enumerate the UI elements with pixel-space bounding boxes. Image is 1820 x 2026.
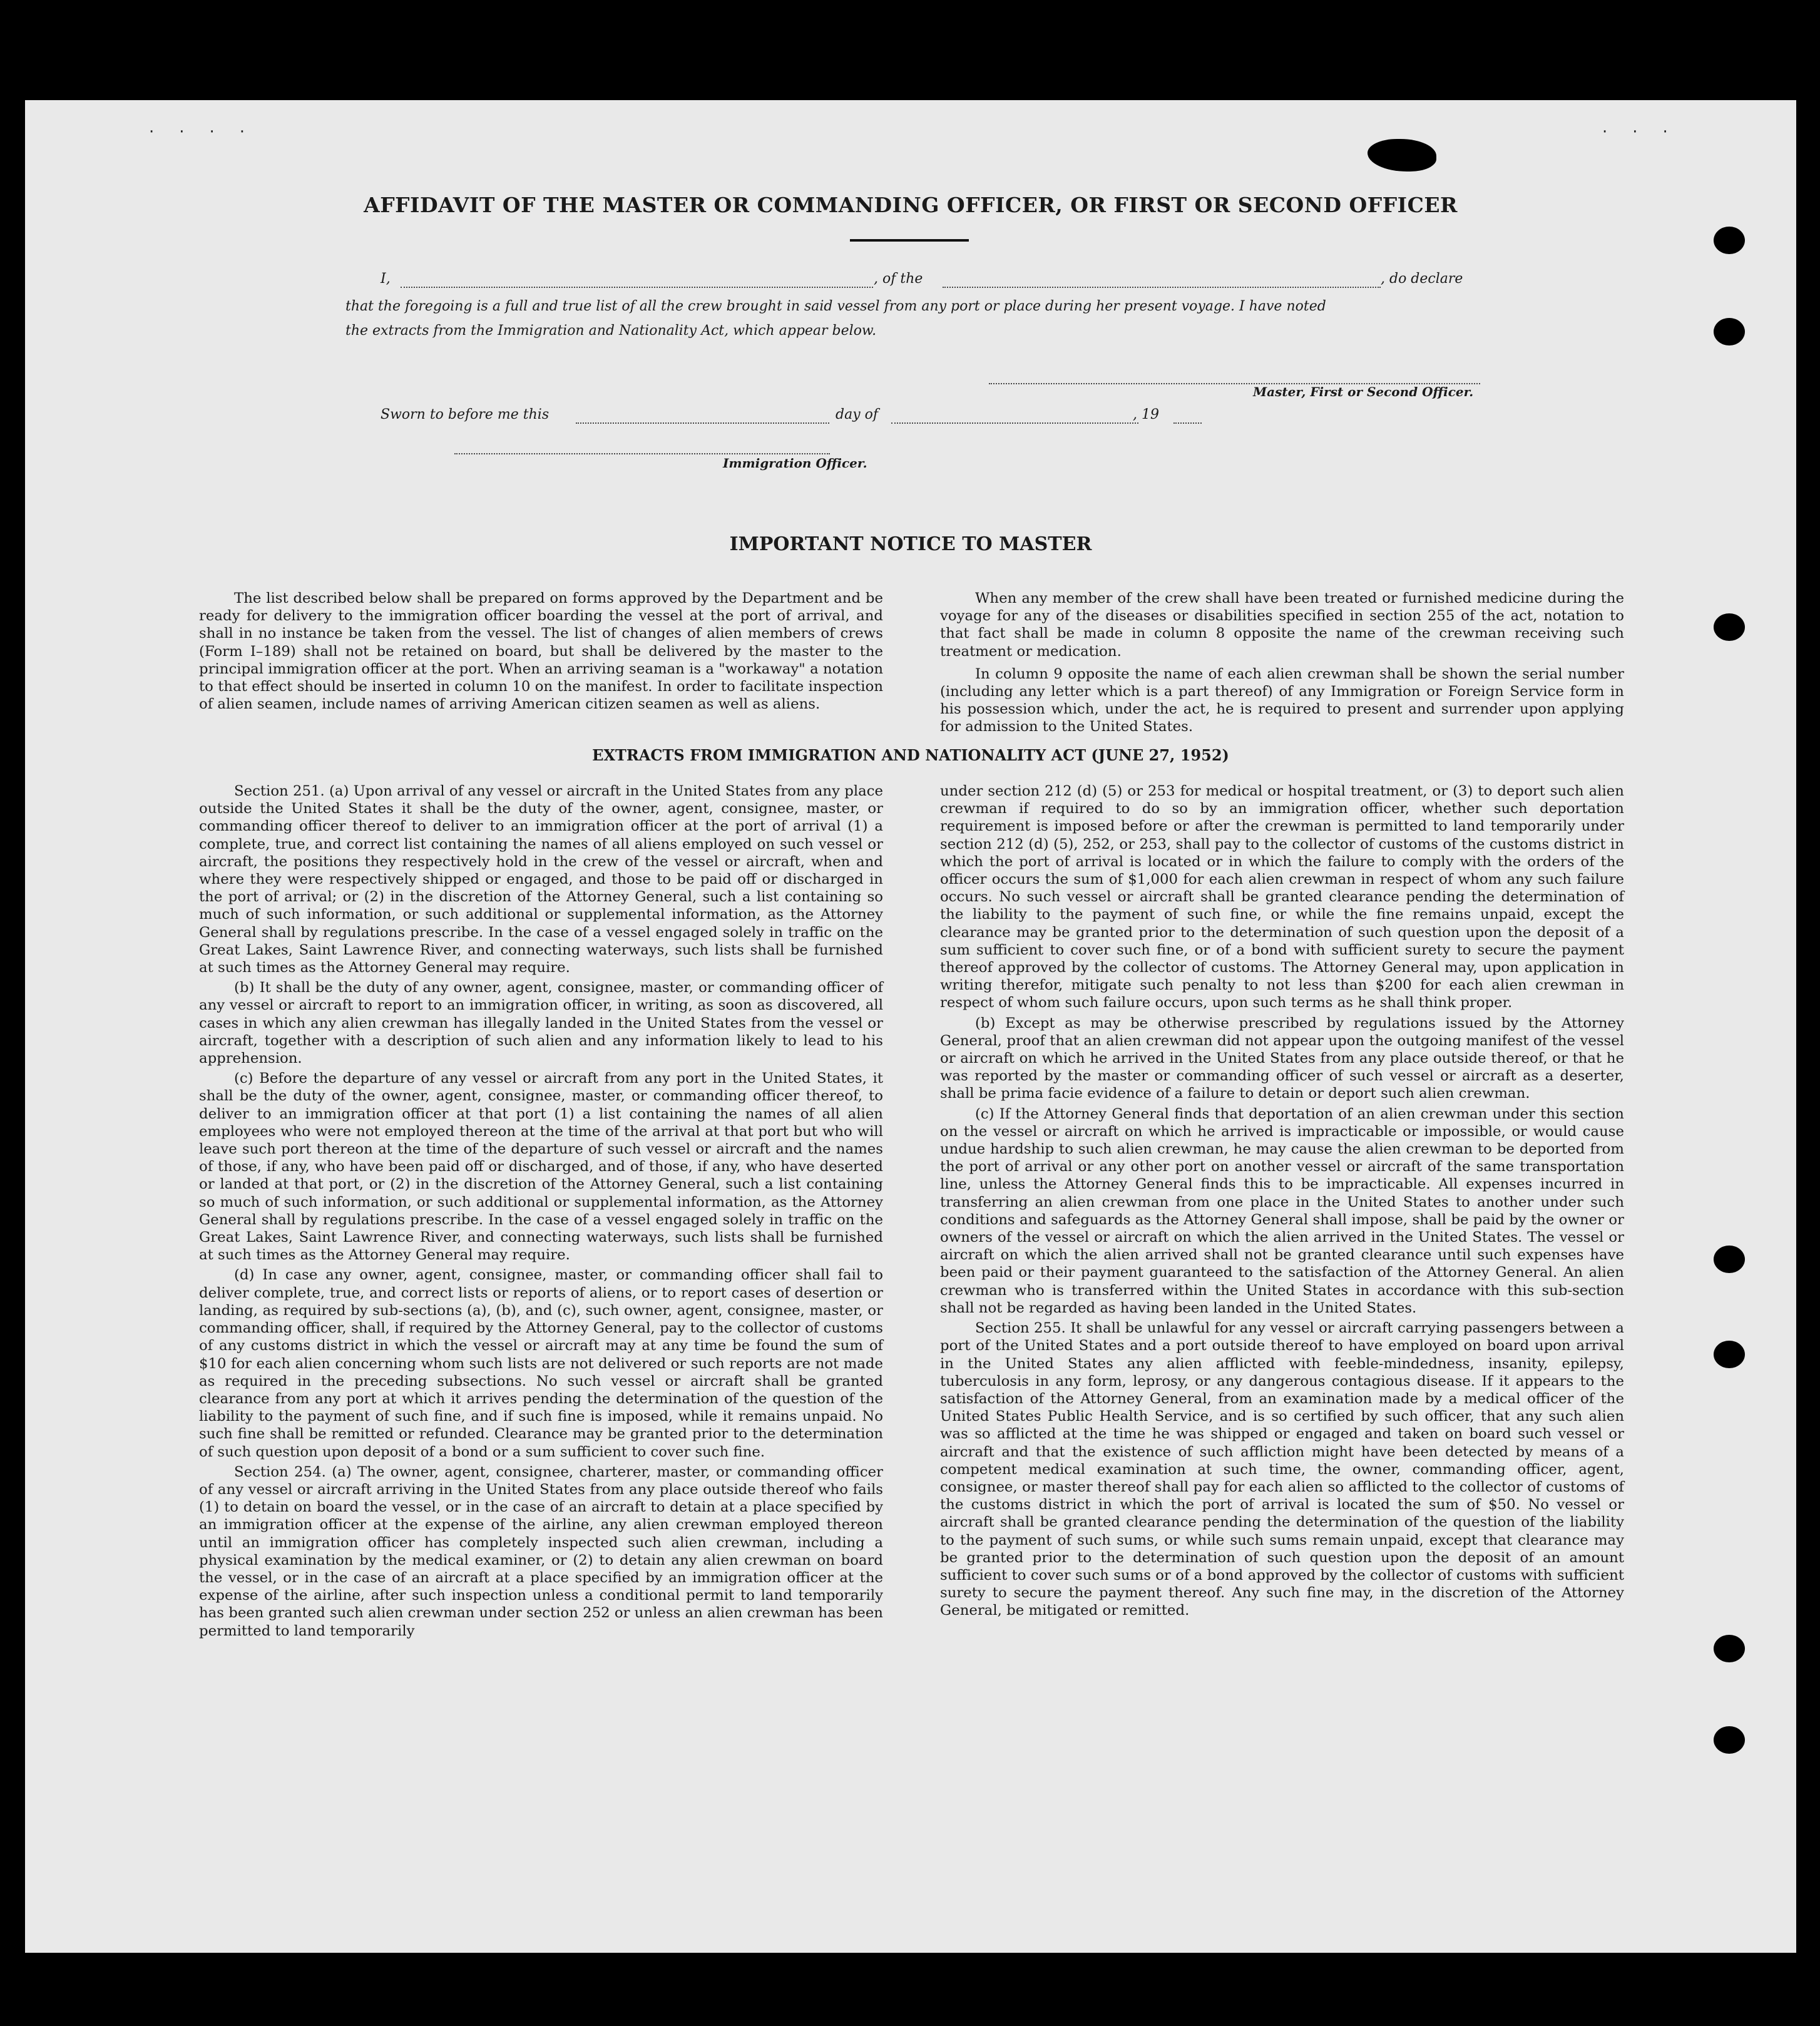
section-254b: (b) Except as may be otherwise prescribed by regulations issued by the Attorney General, proof that an alien crewman did not appear upon the outgoing manifest of the vessel or aircraft on which he arrived in the United States from any place outside thereof, or that he was reported by the master or commanding officer of such vessel or aircraft as a deserter, shall be prima facie evidence of a failure to detain or deport such alien crewman. (940, 1015, 1624, 1102)
declaration-body-line1: that the foregoing is a full and true list of all the crew brought in said vessel from any port or place during her present voyage. I have noted (345, 299, 1326, 314)
punch-hole (1714, 1246, 1745, 1273)
notice-title: IMPORTANT NOTICE TO MASTER (729, 533, 1092, 555)
name-field[interactable] (401, 287, 873, 288)
margin-dots: ···· (149, 123, 270, 141)
notice-right-paragraph-1: When any member of the crew shall have been treated or furnished medicine during the voyage for any of the diseases or disabilities specified in section 255 of the act, notation to that fact shall be made in column 8 opposite the name of the crewman receiving such treatment or medication. (940, 590, 1624, 660)
declaration-body-line2: the extracts from the Immigration and Nationality Act, which appear below. (345, 323, 877, 339)
master-signature-label: Master, First or Second Officer. (1253, 384, 1474, 399)
sworn-label: Sworn to before me this (381, 407, 550, 422)
section-254c: (c) If the Attorney General finds that deportation of an alien crewman under this section on the vessel or aircraft on which he arrived is impracticable or impossible, or would cause undue hardship to such alien crewman, he may cause the alien crewman to be deported from the port of arrival or any other port on another vessel or aircraft of the same transportation line, unless the Attorney General finds this to be impracticable. All expenses incurred in transferring an alien crewman from one place in the United States to another under such conditions and safeguards as the Attorney General shall impose, shall be paid by the owner or owners of the vessel or aircraft on which the alien arrived in the United States. The vessel or aircraft on which the alien arrived shall not be granted clearance until such expenses have been paid or their payment guaranteed to the satisfaction of the Attorney General. An alien crewman who is transferred within the United States in accordance with this sub-section shall not be regarded as having been landed in the United States. (940, 1105, 1624, 1316)
affidavit-title: AFFIDAVIT OF THE MASTER OR COMMANDING OFFICER, OR FIRST OR SECOND OFFICER (364, 193, 1458, 217)
immigration-officer-label: Immigration Officer. (723, 456, 867, 471)
punch-hole (1714, 1635, 1745, 1662)
punch-hole (1714, 318, 1745, 345)
margin-dots: ··· (1602, 123, 1693, 141)
punch-hole (1714, 613, 1745, 641)
declaration-do-declare: , do declare (1381, 271, 1463, 287)
sworn-day-field[interactable] (576, 422, 829, 424)
section-255: Section 255. It shall be unlawful for any vessel or aircraft carrying passengers between a port of the United States and a port outside thereof to have employed on board upon arrival in the United States any alien afflicted with feeble-mindedness, insanity, epilepsy, tuberculosis in any form, leprosy, or any dangerous contagious disease. If it appears to the satisfaction of the Attorney General, from an examination made by a medical officer of the United States Public Health Service, and is so certified by such officer, that any such alien was so afflicted at the time he was shipped or engaged and taken on board such vessel or aircraft and that the existence of such affliction might have been detected by means of a competent medical examination at such time, the owner, commanding officer, agent, consignee, or master thereof shall pay for each alien so afflicted to the collector of customs of the customs district in which the port of arrival is located the sum of $50. No vessel or aircraft shall be granted clearance pending the determination of the question of the liability to the payment of such sums, or while such sums remain unpaid, except that clearance may be granted prior to the determination of such question upon the deposit of an amount sufficient to cover such sums or of a bond approved by the collector of customs with sufficient surety to secure the payment thereof. Any such fine may, in the discretion of the Attorney General, be mitigated or remitted. (940, 1320, 1624, 1619)
day-of-label: day of (836, 407, 879, 422)
extracts-left-column (199, 782, 883, 1642)
notice-right-paragraph-2: In column 9 opposite the name of each alien crewman shall be shown the serial number (including any letter which is a part thereof) of any Immigration or Foreign Service form in his possession which, under the act, he is required to present and surrender upon applying for admission to the United States. (940, 665, 1624, 735)
declaration-i: I, (381, 271, 391, 287)
sworn-month-field[interactable] (891, 422, 1138, 424)
declaration-of-the: , of the (874, 271, 923, 287)
section-254a: Section 254. (a) The owner, agent, consignee, charterer, master, or commanding officer of any vessel or aircraft arriving in the United States from any place outside thereof who fails (1) to detain on board the vessel, or in the case of an aircraft to detain at a place specified by an immigration officer at the expense of the airline, any alien crewman employed thereon until an immigration officer has completely inspected such alien crewman, including a physical examination by the medical examiner, or (2) to detain any alien crewman on board the vessel, or in the case of an aircraft at a place specified by an immigration officer at the expense of the airline, after such inspection unless a conditional permit to land temporarily has been granted such alien crewman under section 252 or unless an alien crewman has been permitted to land temporarily (199, 1463, 883, 1639)
section-254a-continued: under section 212 (d) (5) or 253 for medical or hospital treatment, or (3) to deport such alien crewman if required to do so by an immigration officer, whether such deportation requirement is imposed before or after the crewman is permitted to land temporarily under section 212 (d) (5), 252, or 253, shall pay to the collector of customs of the customs district in which the port of arrival is located or in which the failure to comply with the orders of the officer occurs the sum of $1,000 for each alien crewman in respect of whom any such failure occurs. No such vessel or aircraft shall be granted clearance pending the determination of the liability to the payment of such fine, or while the fine remains unpaid, except the clearance may be granted prior to the determination of such question upon the deposit of a sum sufficient to cover such fine, or of a bond with sufficient surety to secure the payment thereof approved by the collector of customs. The Attorney General may, upon application in writing therefor, mitigate such penalty to not less than $200 for each alien crewman in respect of whom such failure occurs, upon such terms as he shall think proper. (940, 783, 1624, 1011)
sworn-year-field[interactable] (1173, 422, 1202, 424)
section-251a: Section 251. (a) Upon arrival of any vessel or aircraft in the United States from any place outside the United States it shall be the duty of the owner, agent, consignee, master, or commanding officer thereof to deliver to an immigration officer at the port of arrival (1) a complete, true, and correct list containing the names of all aliens employed on such vessel or aircraft, the positions they respectively hold in the crew of the vessel or aircraft, when and where they were respectively shipped or engaged, and those to be paid off or discharged in the port of arrival; or (2) in the discretion of the Attorney General, such a list containing so much of such information, or such additional or supplemental information, as the Attorney General shall by regulations prescribe. In the case of a vessel engaged solely in traffic on the Great Lakes, Saint Lawrence River, and connecting waterways, such lists shall be furnished at such times as the Attorney General may require. (199, 783, 883, 976)
section-251b: (b) It shall be the duty of any owner, agent, consignee, master, or commanding officer of any vessel or aircraft to report to an immigration officer, in writing, as soon as discovered, all cases in which any alien crewman has illegally landed in the United States from the vessel or aircraft, together with a description of such alien and any information likely to lead to his apprehension. (199, 980, 883, 1067)
punch-hole (1714, 1726, 1745, 1754)
title-rule (850, 239, 969, 242)
section-251c: (c) Before the departure of any vessel or aircraft from any port in the United States, it shall be the duty of the owner, agent, consignee, master, or commanding officer thereof, to deliver to an immigration officer at that port (1) a list containing the names of all alien employees who were not employed thereon at the time of the arrival at that port but who will leave such port thereon at the time of the departure of such vessel or aircraft and the names of those, if any, who have been paid off or discharged, and of those, if any, who have deserted or landed at that port, or (2) in the discretion of the Attorney General, such a list containing so much of such information, or such additional or supplemental information, as the Attorney General shall by regulations prescribe. In the case of a vessel engaged solely in traffic on the Great Lakes, Saint Lawrence River, and connecting waterways, such lists shall be furnished at such times as the Attorney General may require. (199, 1070, 883, 1264)
notice-left-column (199, 590, 883, 715)
extracts-right-column (940, 782, 1624, 1622)
punch-hole (1714, 1341, 1745, 1368)
notice-right-column (940, 590, 1624, 739)
punch-hole (1714, 227, 1745, 254)
section-251d: (d) In case any owner, agent, consignee, master, or commanding officer shall fail to deliver complete, true, and correct lists or reports of aliens, or to report cases of desertion or landing, as required by sub-sections (a), (b), and (c), such owner, agent, consignee, master, or commanding officer, shall, if required by the Attorney General, pay to the collector of customs of any customs district in which the vessel or aircraft may at any time be found the sum of $10 for each alien concerning whom such lists are not delivered or such reports are not made as required in the preceding subsections. No such vessel or aircraft shall be granted clearance from any port at which it arrives pending the determination of the question of the liability to the payment of such fine, and if such fine is imposed, while it remains unpaid. No such fine shall be remitted or refunded. Clearance may be granted prior to the determination of such question upon deposit of a bond or a sum sufficient to cover such fine. (199, 1267, 883, 1460)
immigration-officer-signature-field[interactable] (454, 453, 830, 454)
vessel-field[interactable] (943, 287, 1381, 288)
extracts-title: EXTRACTS FROM IMMIGRATION AND NATIONALITY ACT (JUNE 27, 1952) (592, 746, 1229, 764)
year-label: , 19 (1133, 407, 1159, 422)
notice-left-paragraph: The list described below shall be prepared on forms approved by the Department and be ready for delivery to the immigration officer boarding the vessel at the port of arrival, and shall in no instance be taken from the vessel. The list of changes of alien members of crews (Form I–189) shall not be retained on board, but shall be delivered by the master to the principal immigration officer at the port. When an arriving seaman is a "workaway" a notation to that effect should be inserted in column 10 on the manifest. In order to facilitate inspection of alien seamen, include names of arriving American citizen seamen as well as aliens. (199, 590, 883, 713)
